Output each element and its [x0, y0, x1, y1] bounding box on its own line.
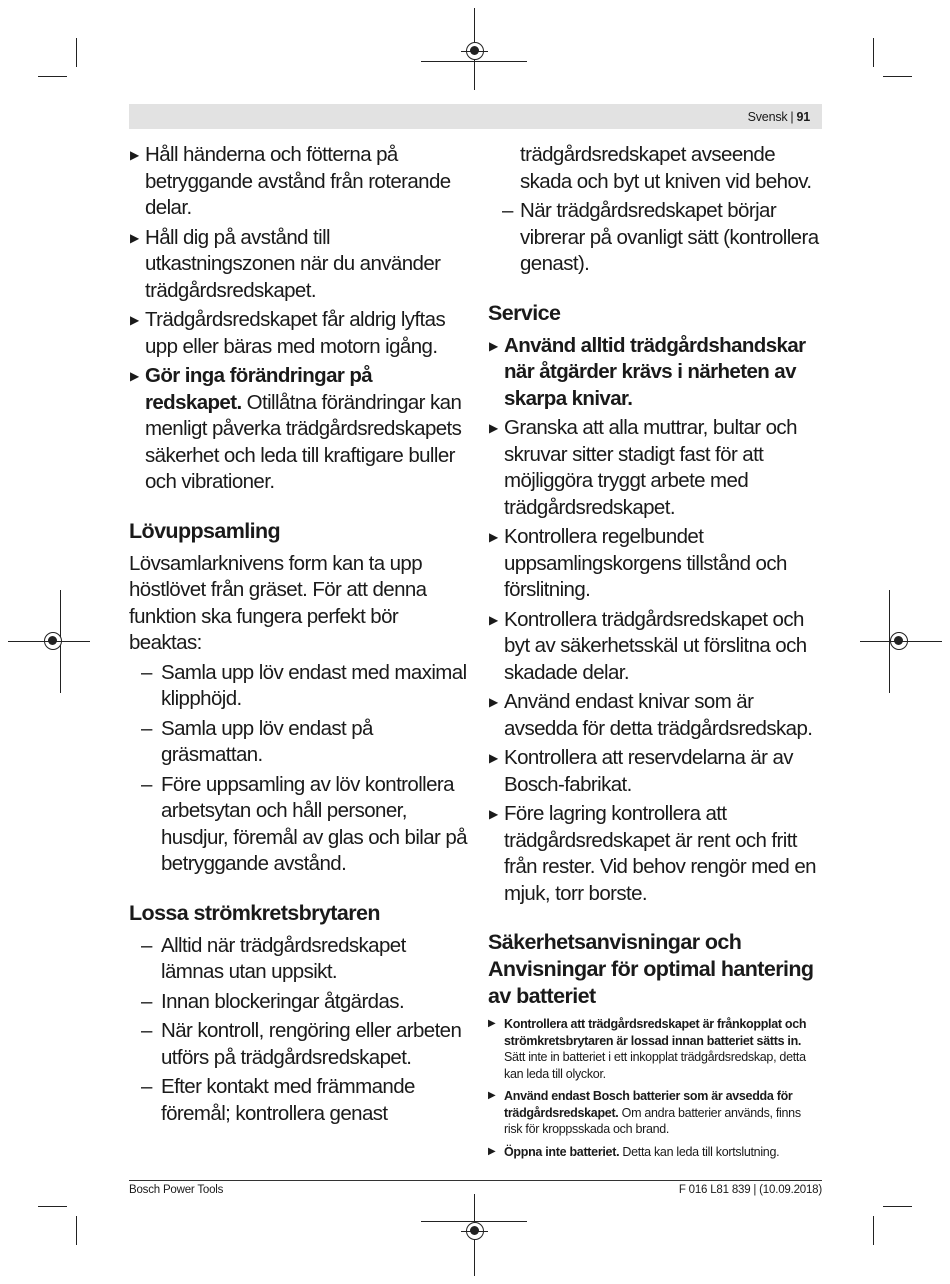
dash-item [129, 716, 467, 769]
crop-mark [38, 1206, 67, 1207]
triangle-bullet-icon: ▶ [489, 807, 498, 821]
triangle-bullet-icon: ▶ [130, 148, 139, 162]
bullet-text: Sätt inte in batteriet i ett inkopplat trädgårdsredskap, detta kan leda till olyckor. [504, 1050, 806, 1081]
registration-mark-icon [44, 632, 62, 650]
bullet-text: Kontrollera trädgårdsredskapet och byt av säkerhetsskäl ut förslitna och skadade delar. [504, 607, 807, 684]
triangle-bullet-icon: ▶ [130, 230, 139, 245]
list-item [488, 524, 822, 604]
triangle-bullet-icon: ▶ [489, 612, 498, 627]
dash-bullet: – [141, 989, 152, 1013]
footer-document-id: F 016 L81 839 | (10.09.2018) [678, 1184, 822, 1196]
registration-mark-icon [466, 42, 484, 60]
left-column [129, 142, 467, 1130]
dash-text: Samla upp löv endast med maximal klipphöjd. [161, 660, 467, 710]
continued-text: trädgårdsredskapet avseende skada och byt ut kniven vid behov. [520, 143, 812, 193]
crop-mark [883, 76, 912, 77]
bullet-text: Otillåtna förändringar kan menligt påverka trädgårdsredskapets säkerhet och leda till kraftigare buller och vibrationer. [145, 390, 462, 493]
page-header [129, 104, 822, 129]
bullet-bold-text: Gör inga förändringar på redskapet. [145, 364, 373, 414]
footer-brand: Bosch Power Tools [129, 1184, 224, 1196]
bullet-text: Kontrollera att reservdelarna är av Bosch-fabrikat. [504, 746, 793, 796]
registration-mark-icon [890, 632, 908, 650]
list-item [488, 745, 822, 798]
crop-mark [873, 38, 874, 67]
bullet-text: Före lagring kontrollera att trädgårdsredskapet är rent och fritt från rester. Vid behov rengör med en mjuk, torr borste. [504, 802, 816, 905]
triangle-bullet-icon: ▶ [130, 369, 139, 383]
footer-divider [129, 1180, 822, 1181]
list-item [129, 142, 467, 222]
dash-bullet: – [141, 1075, 152, 1098]
list-item [488, 333, 822, 413]
dash-item [129, 933, 467, 986]
dash-text: När kontroll, rengöring eller arbeten utförs på trädgårdsredskapet. [161, 1019, 462, 1069]
triangle-bullet-icon: ▶ [489, 530, 498, 544]
section-heading-battery: Säkerhetsanvisningar och Anvisningar för optimal hantering av batteriet [488, 930, 814, 1008]
bullet-bold-text: Använd alltid trädgårdshandskar när åtgärder krävs i närheten av skarpa knivar. [504, 333, 806, 410]
crop-mark [883, 1206, 912, 1207]
registration-line [421, 61, 527, 62]
dash-bullet: – [141, 772, 152, 796]
dash-text: Alltid när trädgårdsredskapet lämnas utan uppsikt. [161, 933, 406, 983]
dash-text: Samla upp löv endast på gräsmattan. [161, 716, 373, 766]
list-item [488, 607, 822, 687]
dash-item [129, 1074, 467, 1127]
list-item [129, 307, 467, 360]
section-heading-service: Service [488, 300, 561, 325]
list-item [488, 689, 822, 742]
dash-bullet: – [141, 933, 152, 957]
list-item [488, 415, 822, 521]
dash-item [129, 1018, 467, 1071]
dash-text: Innan blockeringar åtgärdas. [161, 989, 405, 1013]
header-separator: | [790, 109, 794, 124]
section-heading-switch: Lossa strömkretsbrytaren [129, 900, 380, 925]
triangle-bullet-icon: ▶ [489, 338, 498, 353]
bullet-bold-text: Kontrollera att trädgårdsredskapet är frånkopplat och strömkretsbrytaren är lossad innan batteriet sätts in. [504, 1017, 807, 1048]
dash-text: Före uppsamling av löv kontrollera arbetsytan och håll personer, husdjur, föremål av glas och bilar på betryggande avstånd. [161, 772, 467, 875]
bullet-text: Detta kan leda till kortslutning. [619, 1144, 780, 1159]
list-item [488, 1144, 822, 1161]
dash-item [129, 772, 467, 878]
triangle-bullet-icon: ▶ [130, 313, 139, 327]
bullet-bold-text: Använd endast Bosch batterier som är avsedda för trädgårdsredskapet. [504, 1089, 793, 1120]
list-item [488, 1088, 822, 1138]
section-intro: Lövsamlarknivens form kan ta upp höstlövet från gräset. För att denna funktion ska fungera perfekt bör beaktas: [129, 551, 427, 654]
crop-mark [873, 1216, 874, 1245]
dash-item [129, 989, 467, 1016]
header-language: Svensk [747, 109, 788, 124]
dash-bullet: – [141, 660, 152, 684]
battery-list [488, 1016, 822, 1160]
registration-mark-icon [466, 1222, 484, 1240]
list-item [488, 801, 822, 907]
dash-bullet: – [141, 716, 152, 740]
triangle-bullet-icon: ▶ [488, 1145, 496, 1157]
bullet-text: Håll dig på avstånd till utkastningszonen när du använder trädgårdsredskapet. [145, 225, 441, 302]
list-item [129, 363, 467, 496]
bullet-text: Håll händerna och fötterna på betryggande avstånd från roterande delar. [145, 143, 451, 219]
triangle-bullet-icon: ▶ [488, 1018, 496, 1029]
crop-mark [38, 76, 67, 77]
page-number: 91 [796, 109, 810, 124]
bullet-text: Granska att alla muttrar, bultar och skruvar sitter stadigt fast för att möjliggöra tryggt arbete med trädgårdsredskapet. [504, 416, 797, 519]
triangle-bullet-icon: ▶ [489, 421, 498, 435]
dash-item [129, 660, 467, 713]
dash-item [488, 198, 822, 278]
section-heading-leaves: Lövuppsamling [129, 518, 281, 543]
crop-mark [76, 1216, 77, 1245]
list-item [488, 1016, 822, 1082]
bullet-text: Trädgårdsredskapet får aldrig lyftas upp eller bäras med motorn igång. [145, 308, 446, 358]
crop-mark [76, 38, 77, 67]
bullet-bold-text: Öppna inte batteriet. [504, 1144, 620, 1159]
list-item [129, 225, 467, 305]
dash-text: Efter kontakt med främmande föremål; kontrollera genast [161, 1075, 415, 1125]
right-column [488, 142, 822, 1166]
dash-bullet: – [502, 199, 513, 222]
bullet-text: Använd endast knivar som är avsedda för detta trädgårdsredskap. [504, 690, 813, 740]
triangle-bullet-icon: ▶ [489, 751, 498, 765]
dash-bullet: – [141, 1019, 152, 1042]
triangle-bullet-icon: ▶ [489, 695, 498, 709]
triangle-bullet-icon: ▶ [488, 1090, 496, 1101]
dash-text: När trädgårdsredskapet börjar vibrerar på ovanligt sätt (kontrollera genast). [520, 199, 819, 275]
bullet-text: Om andra batterier används, finns risk för kroppsskada och brand. [504, 1105, 801, 1136]
bullet-text: Kontrollera regelbundet uppsamlingskorgens tillstånd och förslitning. [504, 525, 787, 601]
